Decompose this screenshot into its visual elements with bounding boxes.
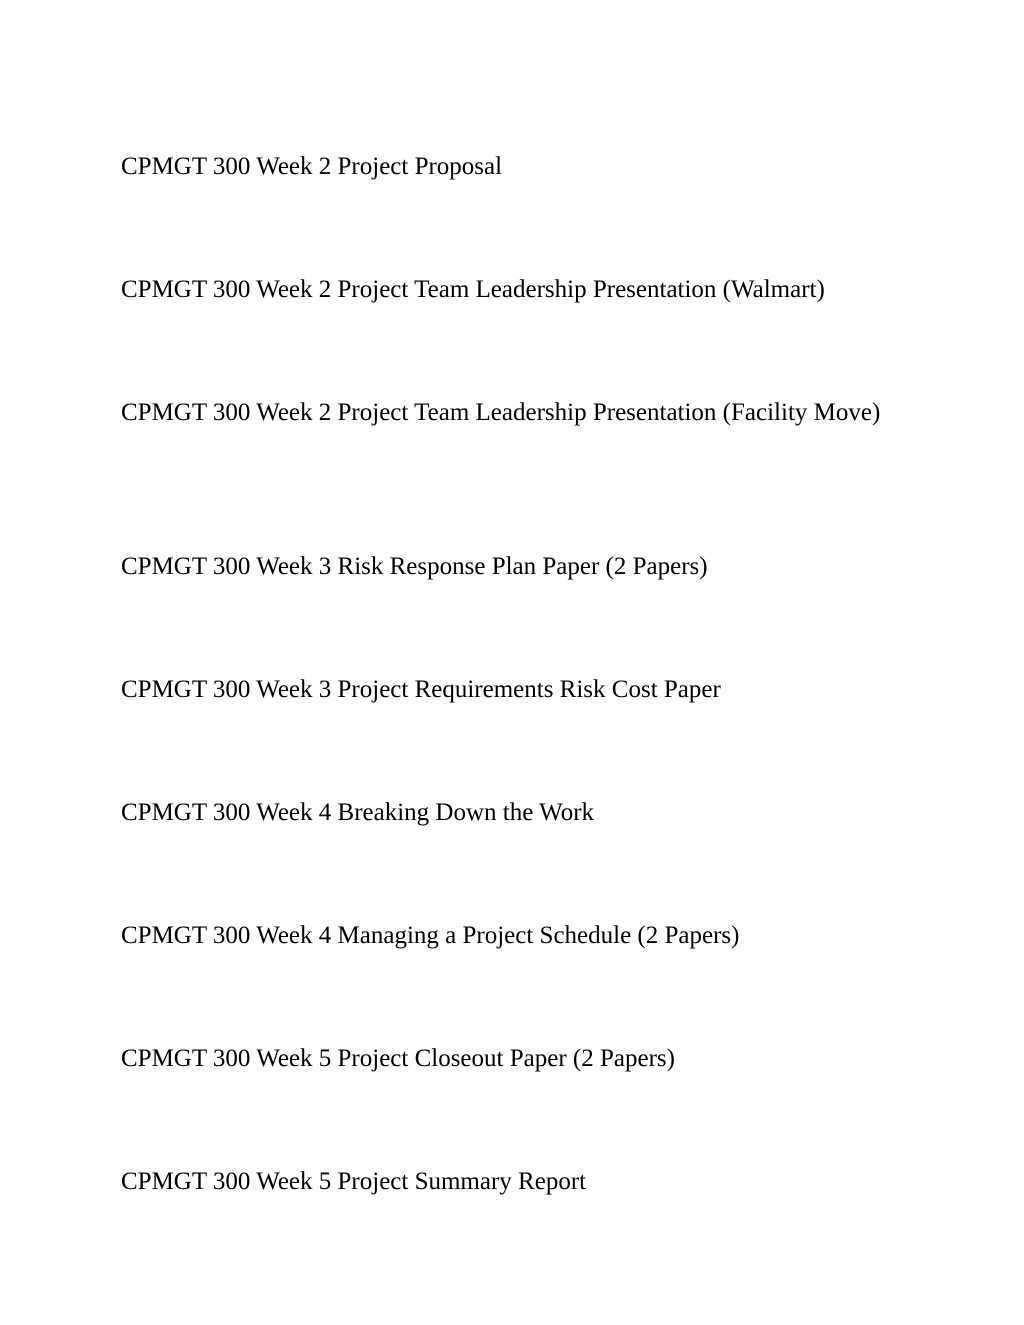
document-entry: CPMGT 300 Week 4 Breaking Down the Work (121, 799, 595, 826)
document-entry: CPMGT 300 Week 3 Project Requirements Risk Cost Paper (121, 676, 721, 703)
document-entry: CPMGT 300 Week 2 Project Team Leadership Presentation (Facility Move) (121, 399, 881, 426)
document-entry: CPMGT 300 Week 5 Project Closeout Paper (2 Papers) (121, 1045, 675, 1072)
document-entry: CPMGT 300 Week 4 Managing a Project Schedule (2 Papers) (121, 922, 740, 949)
document-entry: CPMGT 300 Week 3 Risk Response Plan Paper (2 Papers) (121, 553, 708, 580)
document-entry: CPMGT 300 Week 2 Project Proposal (121, 153, 503, 180)
document-entry: CPMGT 300 Week 5 Project Summary Report (121, 1168, 587, 1195)
document-entry: CPMGT 300 Week 2 Project Team Leadership Presentation (Walmart) (121, 276, 825, 303)
